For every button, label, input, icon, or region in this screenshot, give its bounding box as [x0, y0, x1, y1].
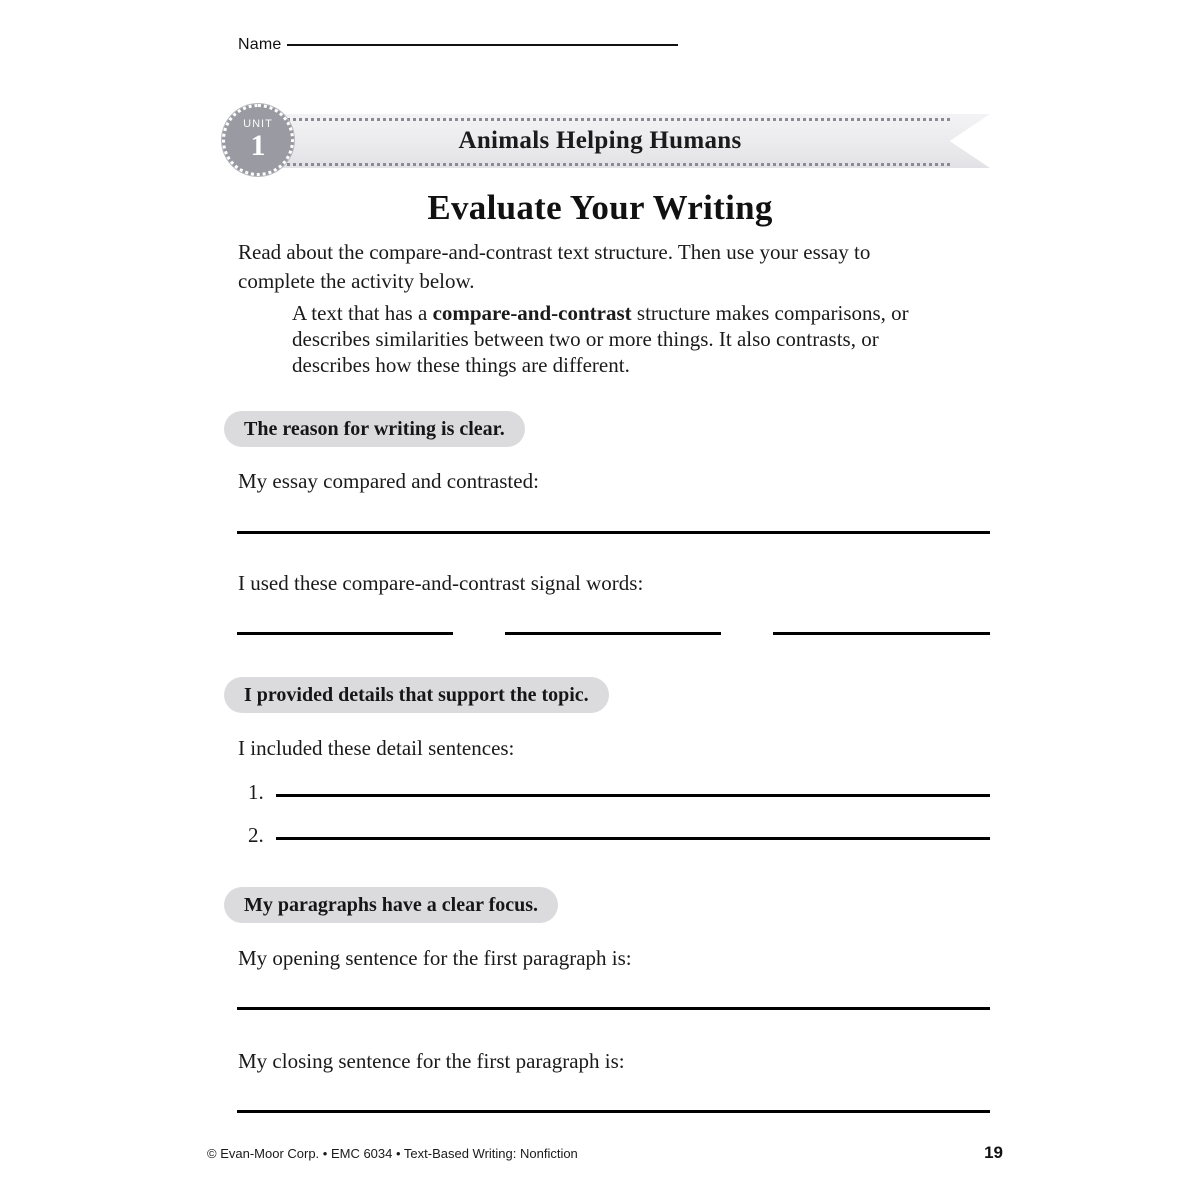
answer-line-detail-1[interactable]: [276, 794, 990, 797]
list-item[interactable]: [248, 780, 990, 805]
definition-term: compare-and-contrast: [432, 301, 632, 325]
answer-line-opening-sentence[interactable]: [237, 1007, 990, 1010]
page-footer: [207, 1143, 1003, 1163]
prompt-signal-words: I used these compare-and-contrast signal words:: [238, 571, 644, 595]
name-label: Name: [238, 36, 282, 53]
unit-badge-number: 1: [250, 129, 266, 162]
section-heading-reason: The reason for writing is clear.: [224, 411, 525, 447]
page-number: 19: [984, 1143, 1003, 1162]
name-field[interactable]: [238, 36, 678, 54]
definition-paragraph: [292, 300, 932, 378]
footer-credit: © Evan-Moor Corp. • EMC 6034 • Text-Based Writing: Nonfiction: [207, 1145, 578, 1161]
unit-badge-label: UNIT: [243, 118, 273, 130]
prompt-compared-contrasted: My essay compared and contrasted:: [238, 469, 539, 493]
section-heading-focus: My paragraphs have a clear focus.: [224, 887, 558, 923]
section-heading-details: I provided details that support the topic.: [224, 677, 609, 713]
answer-line-detail-2[interactable]: [276, 837, 990, 840]
unit-banner: [222, 104, 990, 178]
answer-line-signal-word-3[interactable]: [773, 632, 990, 635]
banner-title: Animals Helping Humans: [458, 127, 742, 154]
definition-before: A text that has a: [292, 301, 433, 325]
definition-after: structure makes comparisons, or describes similarities between two or more things. It also contrasts, or describes how these things are different.: [292, 301, 909, 377]
answer-line-compared-contrasted[interactable]: [237, 531, 990, 534]
page-title: Evaluate Your Writing: [427, 188, 773, 227]
name-write-line[interactable]: [287, 44, 678, 46]
answer-line-closing-sentence[interactable]: [237, 1110, 990, 1113]
prompt-detail-sentences: I included these detail sentences:: [238, 736, 515, 760]
list-item-number: 2.: [248, 823, 264, 847]
answer-line-signal-word-1[interactable]: [237, 632, 453, 635]
unit-badge: [222, 104, 294, 176]
prompt-opening-sentence: My opening sentence for the first paragraph is:: [238, 946, 632, 970]
list-item-number: 1.: [248, 780, 264, 804]
intro-text: Read about the compare-and-contrast text structure. Then use your essay to complete the activity below.: [238, 240, 871, 293]
answer-line-signal-word-2[interactable]: [505, 632, 721, 635]
list-item[interactable]: [248, 823, 990, 848]
prompt-closing-sentence: My closing sentence for the first paragraph is:: [238, 1049, 625, 1073]
